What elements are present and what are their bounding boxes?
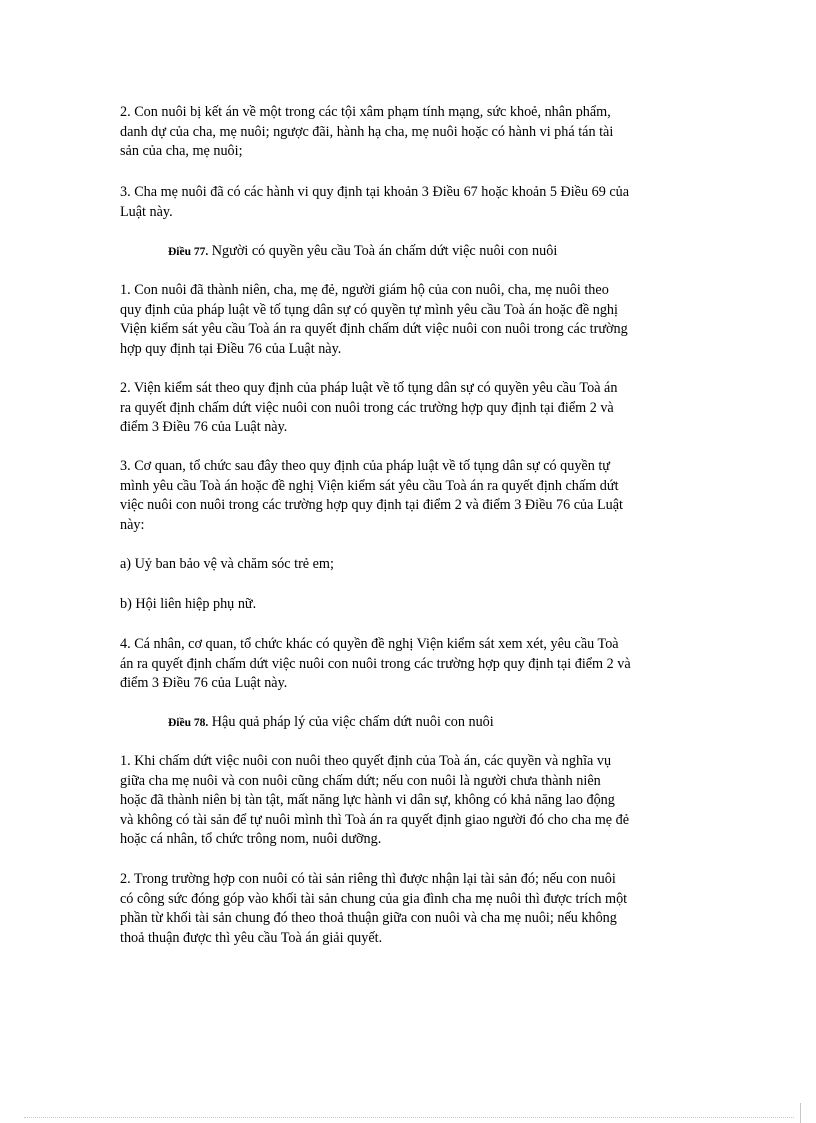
text-line: danh dự của cha, mẹ nuôi; ngược đãi, hành hạ cha, mẹ nuôi hoặc có hành vi phá tán tài <box>120 123 614 140</box>
text-line: 2. Viện kiểm sát theo quy định của pháp luật về tố tụng dân sự có quyền yêu cầu Toà án <box>120 380 618 396</box>
text-line: giữa cha mẹ nuôi và con nuôi cũng chấm dứt; nếu con nuôi là người chưa thành niên <box>120 772 601 789</box>
text-line: hợp quy định tại Điều 76 của Luật này. <box>120 340 342 357</box>
page-bottom-border <box>24 1117 794 1118</box>
text-line: ra quyết định chấm dứt việc nuôi con nuôi trong các trường hợp quy định tại điểm 2 và <box>120 399 614 416</box>
paragraph-article-76-clause-3 <box>120 183 702 222</box>
text-line: thoả thuận được thì yêu cầu Toà án giải quyết. <box>120 929 383 946</box>
article-78-heading <box>168 713 708 734</box>
page-corner-mark <box>800 1103 801 1123</box>
text-line: 3. Cơ quan, tổ chức sau đây theo quy định của pháp luật về tố tụng dân sự có quyền tự <box>120 458 610 474</box>
text-line: a) Uỷ ban bảo vệ và chăm sóc trẻ em; <box>120 556 334 572</box>
article-77-heading <box>168 242 708 263</box>
text-line: sản của cha, mẹ nuôi; <box>120 143 243 160</box>
paragraph-article-77-clause-3 <box>120 457 702 535</box>
text-line: này: <box>120 516 145 533</box>
paragraph-article-77-clause-4 <box>120 635 702 694</box>
paragraph-article-78-clause-2 <box>120 870 702 948</box>
text-line: điểm 3 Điều 76 của Luật này. <box>120 419 288 436</box>
article-77-title: Người có quyền yêu cầu Toà án chấm dứt việc nuôi con nuôi <box>208 243 558 259</box>
text-line: 1. Con nuôi đã thành niên, cha, mẹ đẻ, người giám hộ của con nuôi, cha, mẹ nuôi theo <box>120 282 609 298</box>
text-line: có công sức đóng góp vào khối tài sản chung của gia đình cha mẹ nuôi thì được trích một <box>120 890 628 907</box>
article-77-label: Điều 77. <box>168 246 209 258</box>
paragraph-article-77-clause-1 <box>120 281 702 359</box>
paragraph-article-77-clause-3a <box>120 555 702 575</box>
text-line: Viện kiểm sát yêu cầu Toà án ra quyết định chấm dứt việc nuôi con nuôi trong các trường <box>120 321 628 338</box>
text-line: 3. Cha mẹ nuôi đã có các hành vi quy định tại khoản 3 Điều 67 hoặc khoản 5 Điều 69 của <box>120 184 630 200</box>
text-line: hoặc đã thành niên bị tàn tật, mất năng lực hành vi dân sự, không có khả năng lao động <box>120 792 615 809</box>
text-line: Luật này. <box>120 203 173 220</box>
text-line: và không có tài sản để tự nuôi mình thì Toà án ra quyết định giao người đó cho cha mẹ đẻ <box>120 811 630 828</box>
paragraph-article-78-clause-1 <box>120 752 702 850</box>
text-line: 1. Khi chấm dứt việc nuôi con nuôi theo quyết định của Toà án, các quyền và nghĩa vụ <box>120 753 612 769</box>
text-line: b) Hội liên hiệp phụ nữ. <box>120 596 257 612</box>
text-line: 2. Con nuôi bị kết án về một trong các tội xâm phạm tính mạng, sức khoẻ, nhân phẩm, <box>120 104 611 120</box>
article-78-label: Điều 78. <box>168 717 209 729</box>
text-line: quy định của pháp luật về tố tụng dân sự có quyền tự mình yêu cầu Toà án hoặc đề nghị <box>120 301 618 318</box>
text-line: điểm 3 Điều 76 của Luật này. <box>120 675 288 692</box>
text-line: việc nuôi con nuôi trong các trường hợp quy định tại điểm 2 và điểm 3 Điều 76 của Luật <box>120 497 623 514</box>
paragraph-article-77-clause-2 <box>120 379 702 438</box>
paragraph-article-77-clause-3b <box>120 595 702 615</box>
text-line: phần từ khối tài sản chung đó theo thoả thuận giữa con nuôi và cha mẹ nuôi; nếu không <box>120 910 617 927</box>
text-line: án ra quyết định chấm dứt việc nuôi con nuôi trong các trường hợp quy định tại điểm 2 và <box>120 655 631 672</box>
text-line: hoặc cá nhân, tổ chức trông nom, nuôi dưỡng. <box>120 831 382 848</box>
text-line: 2. Trong trường hợp con nuôi có tài sản riêng thì được nhận lại tài sản đó; nếu con nuôi <box>120 871 616 887</box>
text-line: mình yêu cầu Toà án hoặc đề nghị Viện kiểm sát yêu cầu Toà án ra quyết định chấm dứt <box>120 477 619 494</box>
text-line: 4. Cá nhân, cơ quan, tổ chức khác có quyền đề nghị Viện kiểm sát xem xét, yêu cầu Toà <box>120 636 619 652</box>
article-78-title: Hậu quả pháp lý của việc chấm dứt nuôi con nuôi <box>208 714 494 730</box>
paragraph-article-76-clause-2 <box>120 103 702 162</box>
